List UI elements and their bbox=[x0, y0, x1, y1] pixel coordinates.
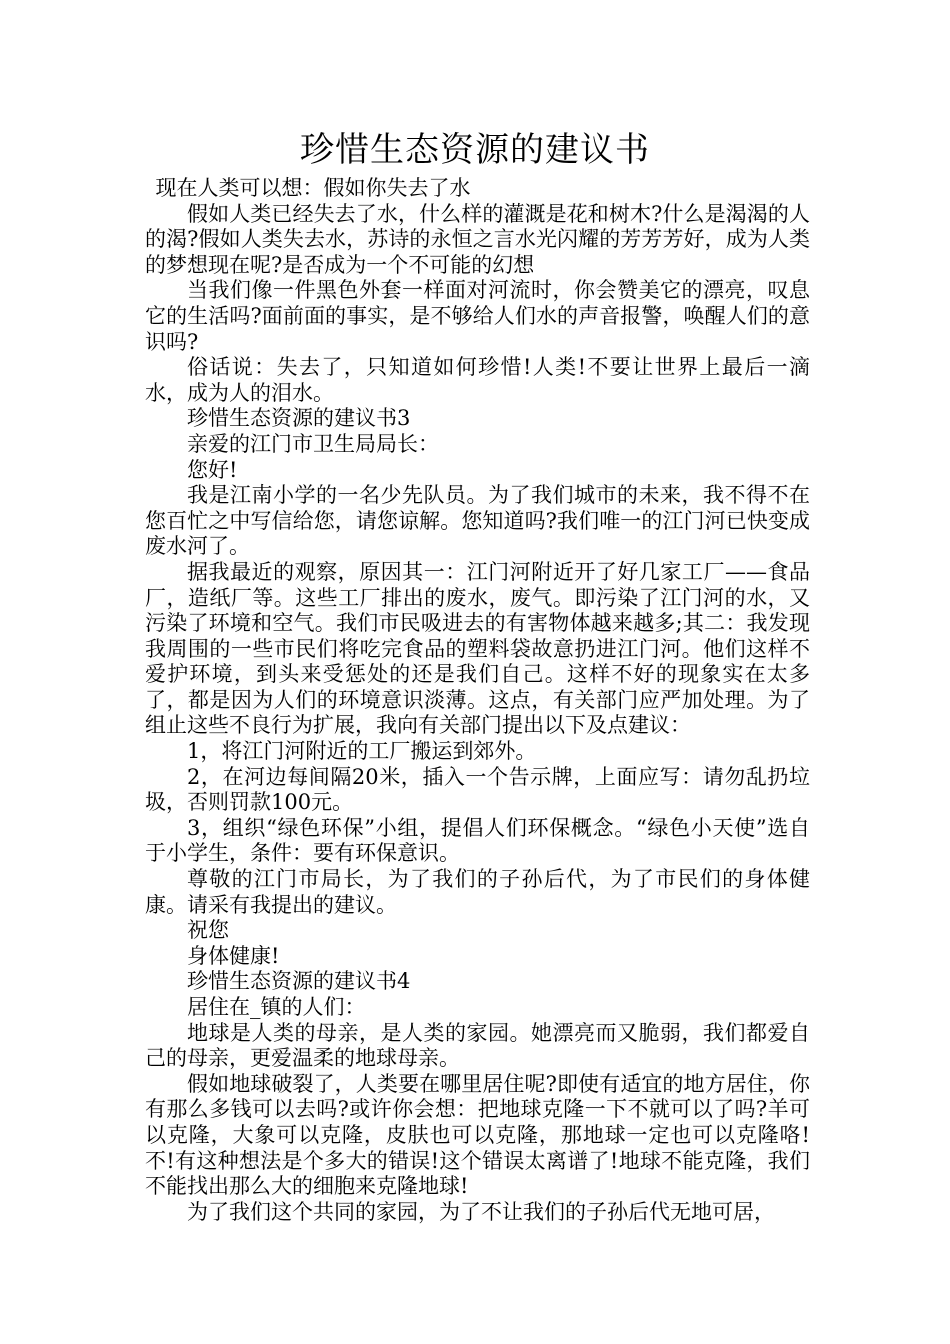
paragraph-4: 俗话说：失去了，只知道如何珍惜!人类!不要让世界上最后一滴水，成为人的泪水。 bbox=[145, 355, 810, 405]
salutation: 亲爱的江门市卫生局局长： bbox=[187, 431, 439, 456]
paragraph-final: 为了我们这个共同的家园，为了不让我们的子孙后代无地可居， bbox=[187, 1199, 775, 1224]
greeting: 您好! bbox=[187, 457, 238, 482]
paragraph-closing: 尊敬的江门市局长，为了我们的子孙后代，为了市民们的身体健康。请采有我提出的建议。 bbox=[145, 867, 810, 917]
suggestion-2: 2，在河边每间隔20米，插入一个告示牌，上面应写：请勿乱扔垃圾，否则罚款100元。 bbox=[145, 764, 810, 815]
blessing-line-1: 祝您 bbox=[187, 918, 229, 943]
salutation-4: 居住在_镇的人们： bbox=[187, 995, 366, 1019]
paragraph-clone: 假如地球破裂了，人类要在哪里居住呢?即使有适宜的地方居住，你有那么多钱可以去吗?或许你会想：把地球克隆一下不就可以了吗?羊可以克隆，大象可以克隆，皮肤也可以克隆，那地球一定也可以克隆咯!不!有这种想法是个多大的错误!这个错误太离谱了!地球不能克隆，我们不能找出那么大的细胞来克隆地球! bbox=[145, 1071, 810, 1199]
paragraph-2: 假如人类已经失去了水，什么样的灌溉是花和树木?什么是渴渴的人的渴?假如人类失去水，苏诗的永恒之言水光闪耀的芳芳芳好，成为人类的梦想现在呢?是否成为一个不可能的幻想 bbox=[145, 201, 810, 277]
paragraph-3: 当我们像一件黑色外套一样面对河流时，你会赞美它的漂亮，叹息它的生活吗?面前面的事实，是不够给人们水的声音报警，唤醒人们的意识吗? bbox=[145, 278, 810, 354]
paragraph-observation: 据我最近的观察，原因其一：江门河附近开了好几家工厂——食品厂，造纸厂等。这些工厂排出的废水，废气。即污染了江门河的水，又污染了环境和空气。我们市民吸进去的有害物体越来越多;其二：我发现我周围的一些市民们将吃完食品的塑料袋故意扔进江门河。他们这样不爱护环境，到头来受惩处的还是我们自己。这样不好的现象实在太多了，都是因为人们的环境意识淡薄。这点，有关部门应严加处理。为了组止这些不良行为扩展，我向有关部门提出以下及点建议： bbox=[145, 559, 810, 738]
document-body bbox=[145, 176, 810, 1225]
document-title: 珍惜生态资源的建议书 bbox=[300, 130, 650, 170]
section-heading-4: 珍惜生态资源的建议书4 bbox=[187, 969, 411, 994]
paragraph-1: 现在人类可以想：假如你失去了水 bbox=[155, 176, 471, 200]
blessing-line-2: 身体健康! bbox=[187, 943, 280, 968]
paragraph-earth: 地球是人类的母亲，是人类的家园。她漂亮而又脆弱，我们都爱自己的母亲，更爱温柔的地球母亲。 bbox=[145, 1020, 810, 1071]
suggestion-1: 1，将江门河附近的工厂搬运到郊外。 bbox=[187, 739, 537, 764]
suggestion-3: 3，组织“绿色环保”小组，提倡人们环保概念。“绿色小天使”选自于小学生，条件：要有环保意识。 bbox=[145, 815, 810, 866]
section-heading-3: 珍惜生态资源的建议书3 bbox=[187, 406, 411, 431]
paragraph-intro: 我是江南小学的一名少先队员。为了我们城市的未来，我不得不在您百忙之中写信给您，请您谅解。您知道吗?我们唯一的江门河已快变成废水河了。 bbox=[145, 483, 810, 559]
